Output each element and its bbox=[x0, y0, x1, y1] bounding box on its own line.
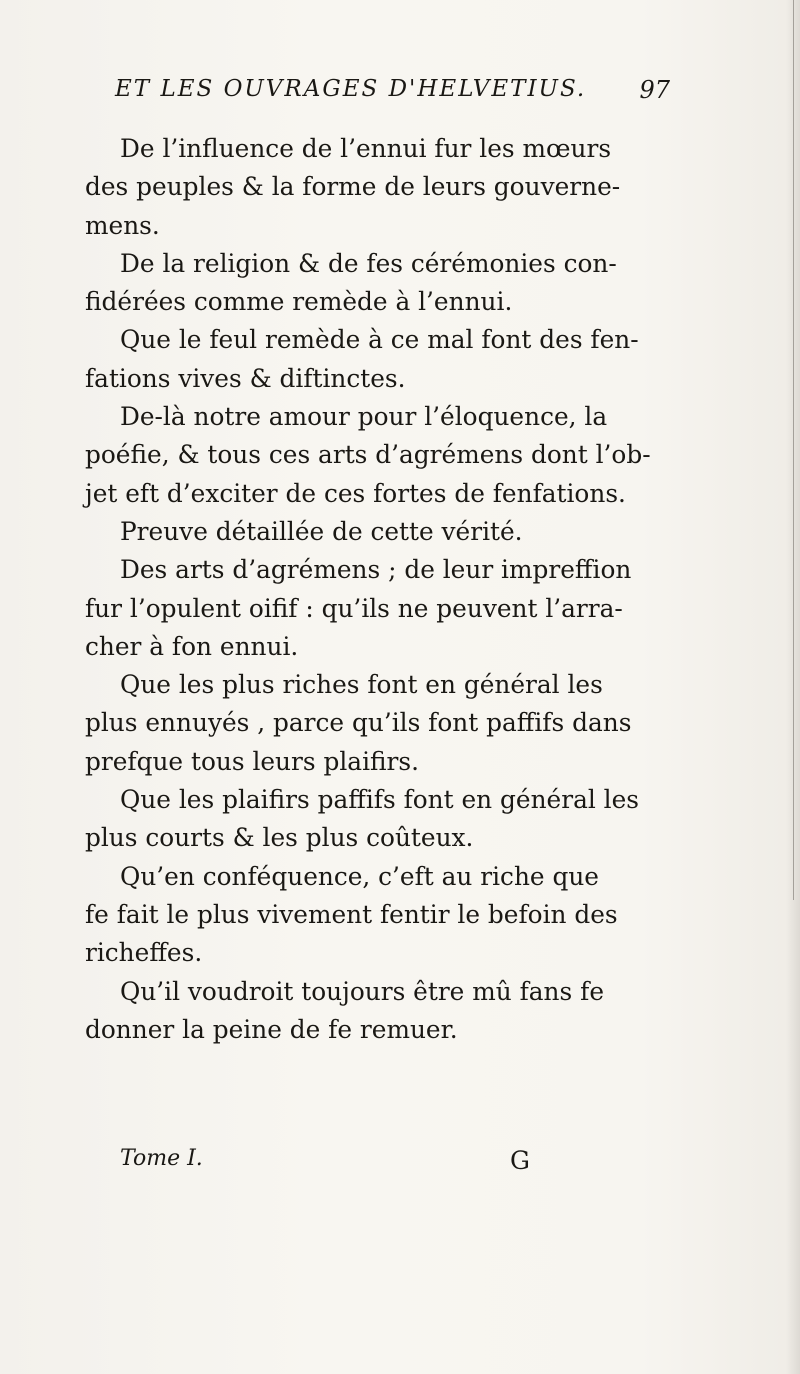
text-line: mens. bbox=[85, 210, 160, 240]
text-line: jet eft d’exciter de ces fortes de fenfations. bbox=[85, 478, 626, 508]
text-line: Que les plaifirs paffifs font en général les bbox=[120, 785, 640, 815]
text-line: richeffes. bbox=[85, 938, 203, 968]
text-line: Que le feul remède à ce mal font des fen- bbox=[120, 325, 639, 355]
text-line: plus ennuyés , parce qu’ils font paffifs dans bbox=[85, 708, 632, 738]
text-line: donner la peine de fe remuer. bbox=[85, 1014, 458, 1044]
page-header bbox=[115, 76, 670, 116]
text-line: fations vives & diftinctes. bbox=[85, 363, 406, 393]
text-line: des peuples & la forme de leurs gouverne- bbox=[85, 172, 621, 202]
page-footer bbox=[120, 1146, 530, 1182]
text-line: Qu’en conféquence, c’eft au riche que bbox=[120, 861, 599, 891]
page-edge-line bbox=[793, 0, 794, 900]
volume-label: Tome I. bbox=[120, 1146, 203, 1171]
text-line: fidérées comme remède à l’ennui. bbox=[85, 287, 513, 317]
text-line: fe fait le plus vivement fentir le befoin des bbox=[85, 899, 618, 929]
text-line: De la religion & de fes cérémonies con- bbox=[120, 248, 617, 278]
text-line: De-là notre amour pour l’éloquence, la bbox=[120, 402, 608, 432]
text-line: poéfie, & tous ces arts d’agrémens dont l’ob- bbox=[85, 440, 651, 470]
table-of-contents-text bbox=[85, 130, 705, 1049]
running-head: ET LES OUVRAGES D'HELVETIUS. bbox=[115, 76, 587, 102]
text-line: Preuve détaillée de cette vérité. bbox=[120, 516, 523, 546]
text-line: Qu’il voudroit toujours être mû fans fe bbox=[120, 976, 604, 1006]
text-line: Que les plus riches font en général les bbox=[120, 670, 603, 700]
text-line: De l’influence de l’ennui fur les mœurs bbox=[120, 134, 612, 163]
text-line: cher à fon ennui. bbox=[85, 631, 299, 661]
page-number: 97 bbox=[639, 76, 670, 104]
text-line: Des arts d’agrémens ; de leur impreffion bbox=[120, 555, 632, 585]
text-line: plus courts & les plus coûteux. bbox=[85, 823, 474, 853]
text-line: prefque tous leurs plaifirs. bbox=[85, 746, 420, 776]
signature-mark: G bbox=[510, 1146, 530, 1175]
text-line: fur l’opulent oifif : qu’ils ne peuvent l’arra- bbox=[85, 593, 623, 623]
